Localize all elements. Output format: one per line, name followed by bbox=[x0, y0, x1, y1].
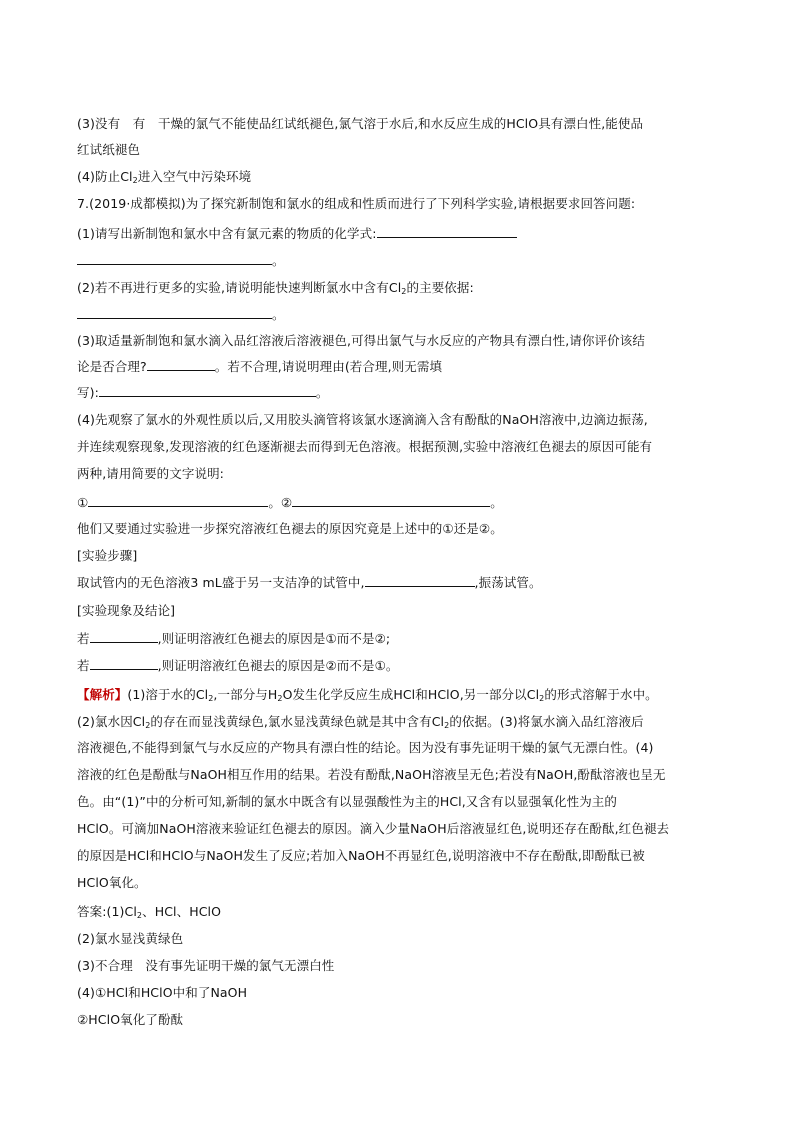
answer-blank[interactable] bbox=[90, 631, 158, 643]
analysis-line7: 的原因是HCl和HClO与NaOH发生了反应;若加入NaOH不再显红色,说明溶液中不存在酚酞,即酚酞已被 bbox=[77, 848, 645, 863]
question7-part1-cont: 。 bbox=[77, 253, 285, 269]
answer-blank[interactable] bbox=[99, 385, 316, 397]
question7-part3-line1: (3)取适量新制饱和氯水滴入品红溶液后溶液褪色,可得出氯气与水反应的产物具有漂白性,请你评价该结 bbox=[77, 333, 645, 348]
question7-part3-line2: 论是否合理? 。若不合理,请说明理由(若合理,则无需填 bbox=[77, 359, 443, 374]
question7-part4-line3: 两种,请用简要的文字说明: bbox=[77, 466, 224, 481]
answer-blank[interactable] bbox=[77, 307, 272, 319]
question7-part4-line5: 他们又要通过实验进一步探究溶液红色褪去的原因究竟是上述中的①还是②。 bbox=[77, 521, 503, 536]
question7-part4-line1: (4)先观察了氯水的外观性质以后,又用胶头滴管将该氯水逐滴滴入含有酚酞的NaOH溶液中,边滴边振荡, bbox=[77, 412, 648, 427]
answer-blank[interactable] bbox=[147, 359, 215, 371]
answer-blank[interactable] bbox=[90, 658, 158, 670]
answer-blank[interactable] bbox=[292, 495, 490, 507]
answer-line1: 答案$:(1)Cl_2$、HCl、HClO bbox=[77, 904, 222, 920]
steps-text: 取试管内的无色溶液3 mL盛于另一支洁净的试管中, ,振荡试管。 bbox=[77, 575, 542, 590]
answer-blank[interactable] bbox=[377, 226, 517, 238]
conclusion-title: [实验现象及结论] bbox=[77, 603, 176, 618]
part3-answer-line2: 红试纸褪色 bbox=[77, 142, 141, 157]
answer-blank[interactable] bbox=[365, 575, 475, 587]
steps-title: [实验步骤] bbox=[77, 548, 138, 563]
analysis-line5: 色。由“(1)”中的分析可知,新制的氯水中既含有以显强酸性为主的HCl,又含有以显强氧化性为主的 bbox=[77, 794, 618, 809]
analysis-line8: HClO氧化。 bbox=[77, 875, 147, 890]
question7-part1: (1)请写出新制饱和氯水中含有氯元素的物质的化学式: bbox=[77, 226, 517, 242]
analysis-line3: 溶液褪色,不能得到氯气与水反应的产物具有漂白性的结论。因为没有事先证明干燥的氯气无漂白性。(4) bbox=[77, 740, 654, 755]
analysis-line4: 溶液的红色是酚酞与NaOH相互作用的结果。若没有酚酞,NaOH溶液呈无色;若没有NaOH,酚酞溶液也呈无 bbox=[77, 767, 666, 782]
question7-part2-cont: 。 bbox=[77, 307, 285, 323]
analysis-line2: (2)氯水因$Cl_2$的存在而显浅黄绿色,氯水显浅黄绿色就是其中含有$Cl_2$的依据。(3)将氯水滴入品红溶液后 bbox=[77, 714, 644, 730]
question7-stem: 7.(2019·成都模拟)为了探究新制饱和氯水的组成和性质而进行了下列科学实验,请根据要求回答问题: bbox=[77, 196, 636, 211]
question7-part4-reasons: ① 。② 。 bbox=[77, 495, 503, 510]
analysis-line1: 【解析】(1)溶于水的$Cl_2$,一部分与$H_2O$发生化学反应生成HCl和HClO,另一部分以$Cl_2$的形式溶解于水中。 bbox=[77, 687, 658, 703]
answer-line4: (4)①HCl和HClO中和了NaOH bbox=[77, 985, 248, 1000]
answer-blank[interactable] bbox=[88, 495, 268, 507]
answer-line5: ②HClO氧化了酚酞 bbox=[77, 1012, 184, 1027]
part3-answer-line1: (3)没有 有 干燥的氯气不能使品红试纸褪色,氯气溶于水后,和水反应生成的HClO具有漂白性,能使品 bbox=[77, 116, 644, 131]
answer-line2: (2)氯水显浅黄绿色 bbox=[77, 931, 184, 946]
analysis-tag: 【解析】 bbox=[77, 687, 128, 702]
conclusion-2: 若 ,则证明溶液红色褪去的原因是②而不是①。 bbox=[77, 658, 399, 673]
analysis-line6: HClO。可滴加NaOH溶液来验证红色褪去的原因。滴入少量NaOH后溶液显红色,说明还存在酚酞,红色褪去 bbox=[77, 821, 670, 836]
question7-part2: (2)若不再进行更多的实验,请说明能快速判断氯水中含有$Cl_2$的主要依据: bbox=[77, 280, 474, 296]
question7-part3-line3: 写): 。 bbox=[77, 385, 329, 400]
answer-blank[interactable] bbox=[77, 253, 272, 265]
question7-part4-line2: 并连续观察现象,发现溶液的红色逐渐褪去而得到无色溶液。根据预测,实验中溶液红色褪去的原因可能有 bbox=[77, 439, 653, 454]
answer-line3: (3)不合理 没有事先证明干燥的氯气无漂白性 bbox=[77, 958, 335, 973]
part4-answer: (4)防止$Cl_2$进入空气中污染环境 bbox=[77, 169, 252, 185]
conclusion-1: 若 ,则证明溶液红色褪去的原因是①而不是②; bbox=[77, 631, 391, 646]
